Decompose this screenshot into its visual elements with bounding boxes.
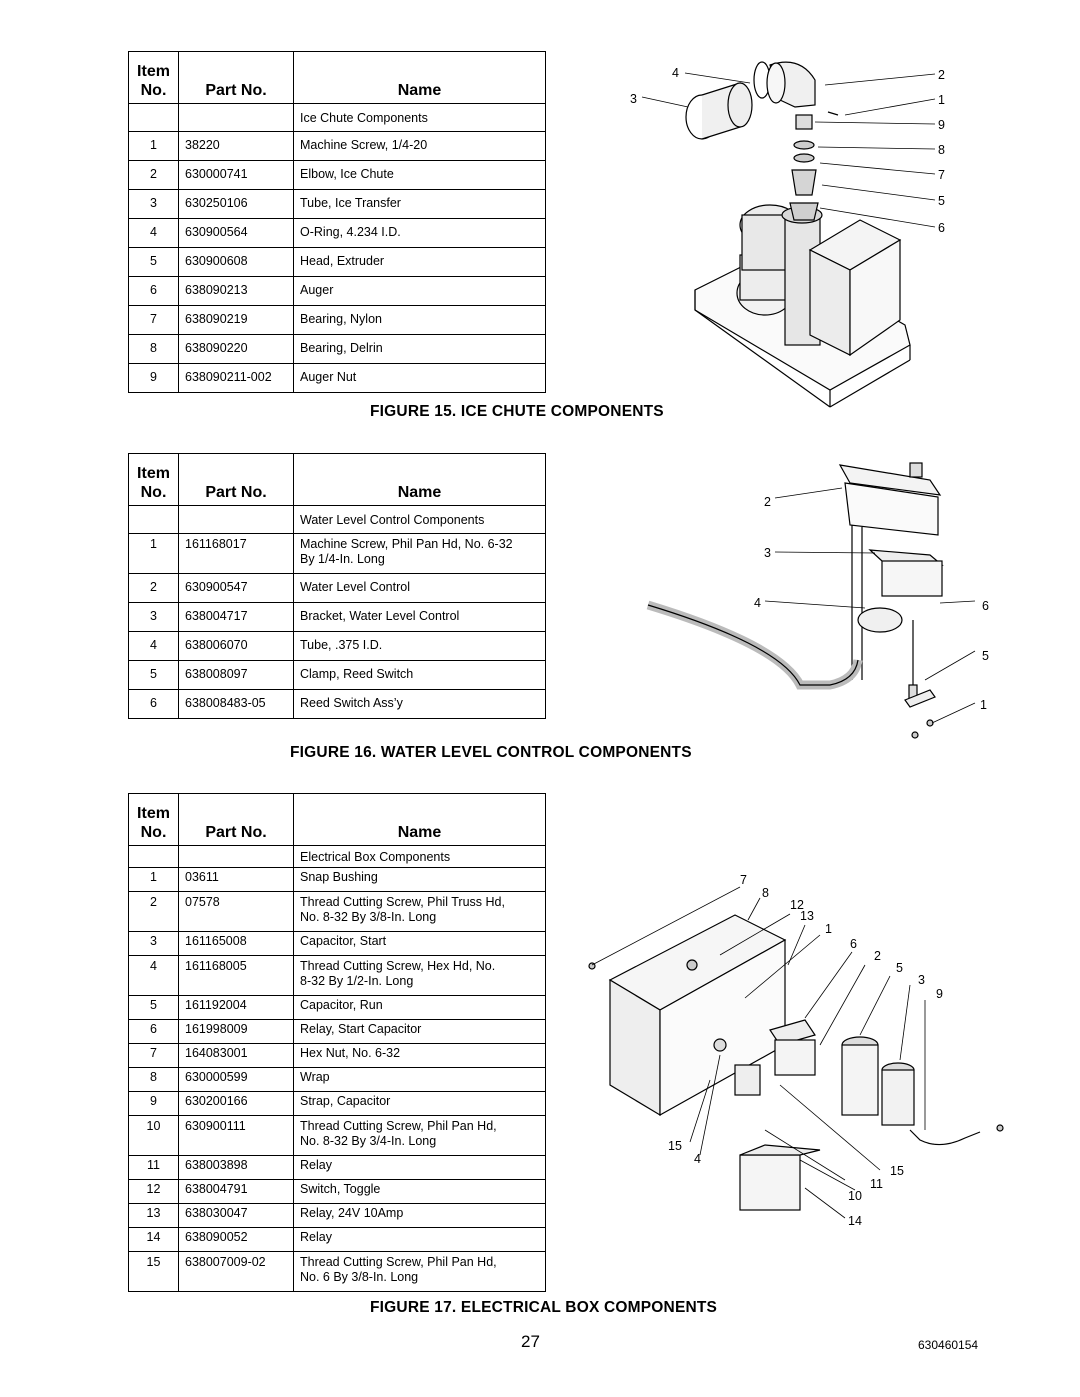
callout: 2 [874,949,881,963]
part-name-cell [294,690,546,719]
table-row [129,1044,546,1068]
part-number-cell: 161168017 [179,534,294,574]
table-row [129,534,546,574]
group-row [129,506,546,534]
part-name-cell [294,632,546,661]
callout: 15 [890,1164,904,1178]
part-name-cell [294,161,546,190]
table-row [129,690,546,719]
part-number-cell: 164083001 [179,1044,294,1068]
part-name-cell [294,248,546,277]
part-number-cell: 630000599 [179,1068,294,1092]
header-name: Name [294,454,546,506]
part-name-line: Bracket, Water Level Control [300,609,460,623]
part-name-cell [294,219,546,248]
part-number-cell: 630250106 [179,190,294,219]
part-name-line: No. 8-32 By 3/4-In. Long [300,1134,437,1148]
part-number-cell: 630900111 [179,1116,294,1156]
callout: 8 [938,143,945,157]
table-row [129,574,546,603]
part-number-cell: 638030047 [179,1204,294,1228]
part-name-line: Capacitor, Start [300,934,387,948]
part-number-cell: 03611 [179,868,294,892]
table-row [129,1020,546,1044]
part-name-line: Relay [300,1158,332,1172]
part-number-cell: 38220 [179,132,294,161]
item-number-cell: 9 [129,1092,179,1116]
callout: 7 [740,873,747,887]
part-name-cell [294,534,546,574]
group-row [129,846,546,868]
item-number-cell: 5 [129,996,179,1020]
ice-chute-diagram [600,55,980,415]
part-name-cell [294,1044,546,1068]
part-name-cell [294,956,546,996]
callout: 2 [764,495,771,509]
part-number-cell: 630000741 [179,161,294,190]
table-row [129,364,546,393]
part-name-line: Relay [300,1230,332,1244]
item-number-cell: 4 [129,219,179,248]
item-number-cell: 2 [129,574,179,603]
part-name-line: Relay, Start Capacitor [300,1022,422,1036]
callout: 9 [936,987,943,1001]
part-name-line: Auger [300,283,334,297]
part-name-line: Tube, .375 I.D. [300,638,383,652]
callout: 3 [630,92,637,106]
item-number-cell: 12 [129,1180,179,1204]
item-number-cell: 14 [129,1228,179,1252]
part-number-cell: 630900564 [179,219,294,248]
part-number-cell: 161168005 [179,956,294,996]
part-name-line: By 1/4-In. Long [300,552,385,566]
part-name-line: 8-32 By 1/2-In. Long [300,974,414,988]
part-name-cell [294,132,546,161]
part-number-cell: 161998009 [179,1020,294,1044]
callout: 15 [668,1139,682,1153]
electrical-box-parts-table [128,793,546,1292]
item-number-cell: 7 [129,306,179,335]
header-name: Name [294,52,546,104]
table-row [129,932,546,956]
callout: 4 [672,66,679,80]
part-name-line: No. 8-32 By 3/8-In. Long [300,910,437,924]
item-number-cell: 6 [129,277,179,306]
part-number-cell: 161192004 [179,996,294,1020]
item-number-cell: 3 [129,932,179,956]
part-name-cell [294,603,546,632]
header-item-no: Item No. [129,794,179,846]
table-row [129,306,546,335]
electrical-box-diagram [580,870,1010,1240]
part-name-cell [294,364,546,393]
part-name-cell [294,277,546,306]
callout: 12 [790,898,804,912]
table-row [129,1068,546,1092]
part-name-cell [294,1204,546,1228]
item-number-cell: 3 [129,190,179,219]
part-name-cell [294,1180,546,1204]
part-number-cell: 630200166 [179,1092,294,1116]
part-number-cell: 638006070 [179,632,294,661]
header-item-no: Item No. [129,454,179,506]
part-number-cell: 638090219 [179,306,294,335]
part-number-cell: 07578 [179,892,294,932]
callout: 5 [938,194,945,208]
part-number-cell: 638090052 [179,1228,294,1252]
part-name-line: Auger Nut [300,370,357,384]
part-name-line: Thread Cutting Screw, Phil Pan Hd, [300,1119,497,1133]
part-name-line: Water Level Control [300,580,410,594]
item-number-cell: 4 [129,632,179,661]
part-name-cell [294,1228,546,1252]
part-name-cell [294,661,546,690]
table-row [129,335,546,364]
callout: 10 [848,1189,862,1203]
header-item-no: Item No. [129,52,179,104]
group-label: Ice Chute Components [294,104,546,132]
part-number-cell: 638090213 [179,277,294,306]
part-name-line: Relay, 24V 10Amp [300,1206,404,1220]
table-row [129,956,546,996]
item-number-cell: 5 [129,661,179,690]
figure-17-caption: FIGURE 17. ELECTRICAL BOX COMPONENTS [370,1299,718,1316]
callout: 6 [850,937,857,951]
part-name-cell [294,335,546,364]
group-row [129,104,546,132]
table-row [129,190,546,219]
callout: 5 [896,961,903,975]
item-number-cell: 6 [129,1020,179,1044]
water-level-diagram [630,455,1000,750]
callout: 3 [918,973,925,987]
callout: 1 [980,698,987,712]
table-row [129,603,546,632]
part-name-cell [294,1252,546,1292]
page-number: 27 [521,1332,540,1351]
item-number-cell: 7 [129,1044,179,1068]
header-part-no: Part No. [179,52,294,104]
part-name-line: Thread Cutting Screw, Phil Truss Hd, [300,895,505,909]
callout: 4 [754,596,761,610]
part-name-line: Switch, Toggle [300,1182,381,1196]
part-name-cell [294,1020,546,1044]
part-name-cell [294,1116,546,1156]
part-number-cell: 638007009-02 [179,1252,294,1292]
callout: 2 [938,68,945,82]
callout: 7 [938,168,945,182]
part-name-line: Elbow, Ice Chute [300,167,394,181]
callout: 11 [870,1177,883,1191]
table-row [129,1180,546,1204]
item-number-cell: 6 [129,690,179,719]
water-level-parts-table [128,453,546,719]
part-name-line: Head, Extruder [300,254,385,268]
callout: 13 [800,909,814,923]
part-name-line: Thread Cutting Screw, Phil Pan Hd, [300,1255,497,1269]
part-name-cell [294,1092,546,1116]
part-name-line: Tube, Ice Transfer [300,196,401,210]
part-name-line: Hex Nut, No. 6-32 [300,1046,401,1060]
item-number-cell: 5 [129,248,179,277]
table-row [129,1204,546,1228]
callout: 1 [938,93,945,107]
table-row [129,868,546,892]
part-name-cell [294,306,546,335]
callout: 1 [825,922,832,936]
table-row [129,1156,546,1180]
table-row [129,277,546,306]
part-number-cell: 638003898 [179,1156,294,1180]
part-name-line: Machine Screw, Phil Pan Hd, No. 6-32 [300,537,513,551]
item-number-cell: 2 [129,892,179,932]
part-name-line: Bearing, Delrin [300,341,383,355]
table-row [129,996,546,1020]
table-row [129,132,546,161]
item-number-cell: 9 [129,364,179,393]
table-row [129,248,546,277]
part-name-line: O-Ring, 4.234 I.D. [300,225,401,239]
part-name-line: Thread Cutting Screw, Hex Hd, No. [300,959,496,973]
part-number-cell: 638004717 [179,603,294,632]
table-row [129,1092,546,1116]
part-name-cell [294,1156,546,1180]
table-row [129,661,546,690]
table-row [129,219,546,248]
figure-16-caption: FIGURE 16. WATER LEVEL CONTROL COMPONENTS [290,744,692,761]
callout: 6 [938,221,945,235]
table-row [129,892,546,932]
item-number-cell: 8 [129,1068,179,1092]
part-name-cell [294,868,546,892]
table-row [129,1116,546,1156]
item-number-cell: 1 [129,868,179,892]
item-number-cell: 11 [129,1156,179,1180]
part-name-line: No. 6 By 3/8-In. Long [300,1270,419,1284]
part-number-cell: 638090220 [179,335,294,364]
callout: 6 [982,599,989,613]
part-name-line: Capacitor, Run [300,998,383,1012]
part-number-cell: 630900547 [179,574,294,603]
table-row [129,1228,546,1252]
part-name-cell [294,892,546,932]
item-number-cell: 8 [129,335,179,364]
header-part-no: Part No. [179,454,294,506]
part-name-line: Wrap [300,1070,330,1084]
part-number-cell: 638090211-002 [179,364,294,393]
document-number: 630460154 [918,1338,979,1352]
table-row [129,1252,546,1292]
item-number-cell: 1 [129,132,179,161]
callout: 3 [764,546,771,560]
part-name-cell [294,190,546,219]
table-row [129,161,546,190]
part-name-line: Snap Bushing [300,870,378,884]
header-name: Name [294,794,546,846]
part-name-line: Reed Switch Ass’y [300,696,403,710]
part-name-line: Machine Screw, 1/4-20 [300,138,428,152]
callout: 8 [762,886,769,900]
part-name-cell [294,932,546,956]
part-number-cell: 161165008 [179,932,294,956]
part-number-cell: 638004791 [179,1180,294,1204]
item-number-cell: 3 [129,603,179,632]
item-number-cell: 2 [129,161,179,190]
part-number-cell: 630900608 [179,248,294,277]
item-number-cell: 4 [129,956,179,996]
callout: 9 [938,118,945,132]
ice-chute-parts-table [128,51,546,393]
part-name-cell [294,996,546,1020]
callout: 14 [848,1214,862,1228]
figure-15-caption: FIGURE 15. ICE CHUTE COMPONENTS [370,403,664,420]
group-label: Electrical Box Components [294,846,546,868]
item-number-cell: 15 [129,1252,179,1292]
item-number-cell: 1 [129,534,179,574]
part-name-line: Bearing, Nylon [300,312,382,326]
item-number-cell: 10 [129,1116,179,1156]
header-part-no: Part No. [179,794,294,846]
table-row [129,632,546,661]
item-number-cell: 13 [129,1204,179,1228]
part-number-cell: 638008483-05 [179,690,294,719]
part-number-cell: 638008097 [179,661,294,690]
group-label: Water Level Control Components [294,506,546,534]
callout: 5 [982,649,989,663]
part-name-cell [294,574,546,603]
part-name-line: Clamp, Reed Switch [300,667,414,681]
callout: 4 [694,1152,701,1166]
part-name-line: Strap, Capacitor [300,1094,391,1108]
part-name-cell [294,1068,546,1092]
